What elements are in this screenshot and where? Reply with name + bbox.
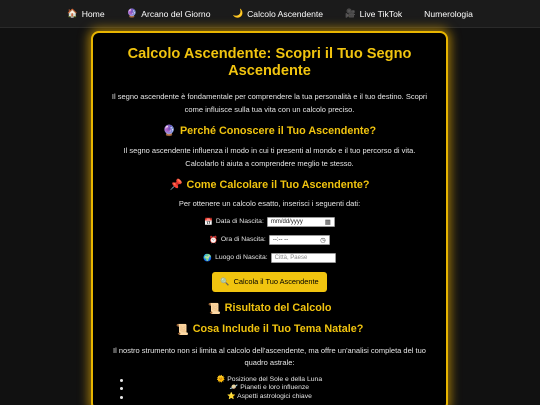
- list-item-text: Posizione del Sole e della Luna: [227, 375, 323, 383]
- date-input-value: mm/dd/yyyy: [270, 218, 303, 225]
- chart-heading: [107, 323, 432, 336]
- nav-item-live-tiktok[interactable]: [334, 9, 413, 19]
- chart-text: Il nostro strumento non si limita al calcolo dell'ascendente, ma offre un'analisi completa del tuo quadro astrale:: [113, 345, 426, 367]
- planet-icon: 🪐: [229, 384, 239, 391]
- place-field: [107, 253, 432, 263]
- nav-item-label: Calcolo Ascendente: [247, 8, 324, 19]
- place-label: Luogo di Nascita:: [215, 254, 268, 261]
- list-item: [107, 384, 432, 393]
- crystal-ball-icon: 🔮: [126, 8, 138, 19]
- calendar-picker-icon[interactable]: ▦: [324, 218, 331, 226]
- page-title: Calcolo Ascendente: Scopri il Tuo Segno Ascendente: [127, 46, 412, 79]
- calculate-button-label: Calcola il Tuo Ascendente: [233, 277, 319, 286]
- scroll-icon: 📜: [175, 323, 189, 336]
- alarm-clock-icon: ⏰: [209, 236, 218, 244]
- moon-icon: 🌙: [232, 8, 244, 19]
- date-input[interactable]: [267, 217, 335, 227]
- list-item-text: Aspetti astrologici chiave: [237, 392, 312, 400]
- date-label: Data di Nascita:: [215, 218, 264, 225]
- nav-item-ascendente[interactable]: [222, 9, 335, 19]
- feature-list: [107, 376, 432, 402]
- why-text: Il segno ascendente influenza il modo in cui ti presenti al mondo e il tuo percorso di vita. Calcolarlo ti aiuta a comprendere meglio te stesso.: [123, 146, 416, 168]
- sun-icon: 🌞: [216, 375, 226, 383]
- how-heading-text: Come Calcolare il Tuo Ascendente?: [186, 178, 370, 191]
- bullet: [120, 396, 123, 399]
- why-heading: [107, 124, 432, 137]
- video-camera-icon: 🎥: [345, 8, 356, 19]
- top-navbar: [0, 0, 540, 28]
- time-input-value: --:-- --: [272, 236, 289, 243]
- nav-item-label: Home: [81, 8, 105, 19]
- main-card: [91, 31, 448, 405]
- how-text: Per ottenere un calcolo esatto, inserisci i seguenti dati:: [178, 199, 361, 208]
- list-item: [107, 393, 432, 402]
- nav-item-home[interactable]: [56, 9, 116, 19]
- magnifier-icon: 🔍: [220, 277, 230, 286]
- why-heading-text: Perché Conoscere il Tuo Ascendente?: [179, 124, 377, 137]
- pushpin-icon: 📌: [169, 179, 183, 191]
- time-field: [107, 235, 432, 245]
- intro-text: Il segno ascendente è fondamentale per comprendere la tua personalità e il tuo destino. Scopri come influisce sulla tua vita con un calcolo preciso.: [111, 92, 428, 114]
- star-icon: ⭐: [227, 392, 236, 400]
- result-heading-text: Risultato del Calcolo: [224, 302, 332, 314]
- list-item-text: Pianeti e loro influenze: [240, 384, 310, 391]
- chart-heading-text: Cosa Include il Tuo Tema Natale?: [192, 323, 364, 335]
- place-input-placeholder: Città, Paese: [274, 254, 308, 261]
- time-input[interactable]: [269, 235, 330, 245]
- bullet: [120, 387, 123, 390]
- crystal-ball-icon: 🔮: [162, 125, 176, 137]
- house-icon: 🏠: [67, 8, 78, 19]
- result-heading: [107, 302, 432, 315]
- scroll-icon: 📜: [207, 302, 221, 315]
- calculate-button[interactable]: [212, 272, 326, 292]
- list-item: [107, 376, 432, 385]
- date-field: [107, 217, 432, 227]
- time-label: Ora di Nascita:: [220, 236, 266, 243]
- nav-item-arcano[interactable]: [116, 9, 222, 19]
- globe-icon: 🌍: [203, 254, 213, 262]
- nav-item-numerologia[interactable]: [413, 9, 484, 19]
- clock-picker-icon[interactable]: ◷: [320, 236, 326, 244]
- nav-item-label: Arcano del Giorno: [141, 8, 211, 19]
- calendar-icon: 📅: [204, 218, 213, 226]
- bullet: [120, 379, 123, 382]
- how-heading: [107, 178, 432, 191]
- nav-item-label: Live TikTok: [359, 8, 403, 19]
- nav-item-label: Numerologia: [424, 8, 473, 19]
- place-input[interactable]: [271, 253, 336, 263]
